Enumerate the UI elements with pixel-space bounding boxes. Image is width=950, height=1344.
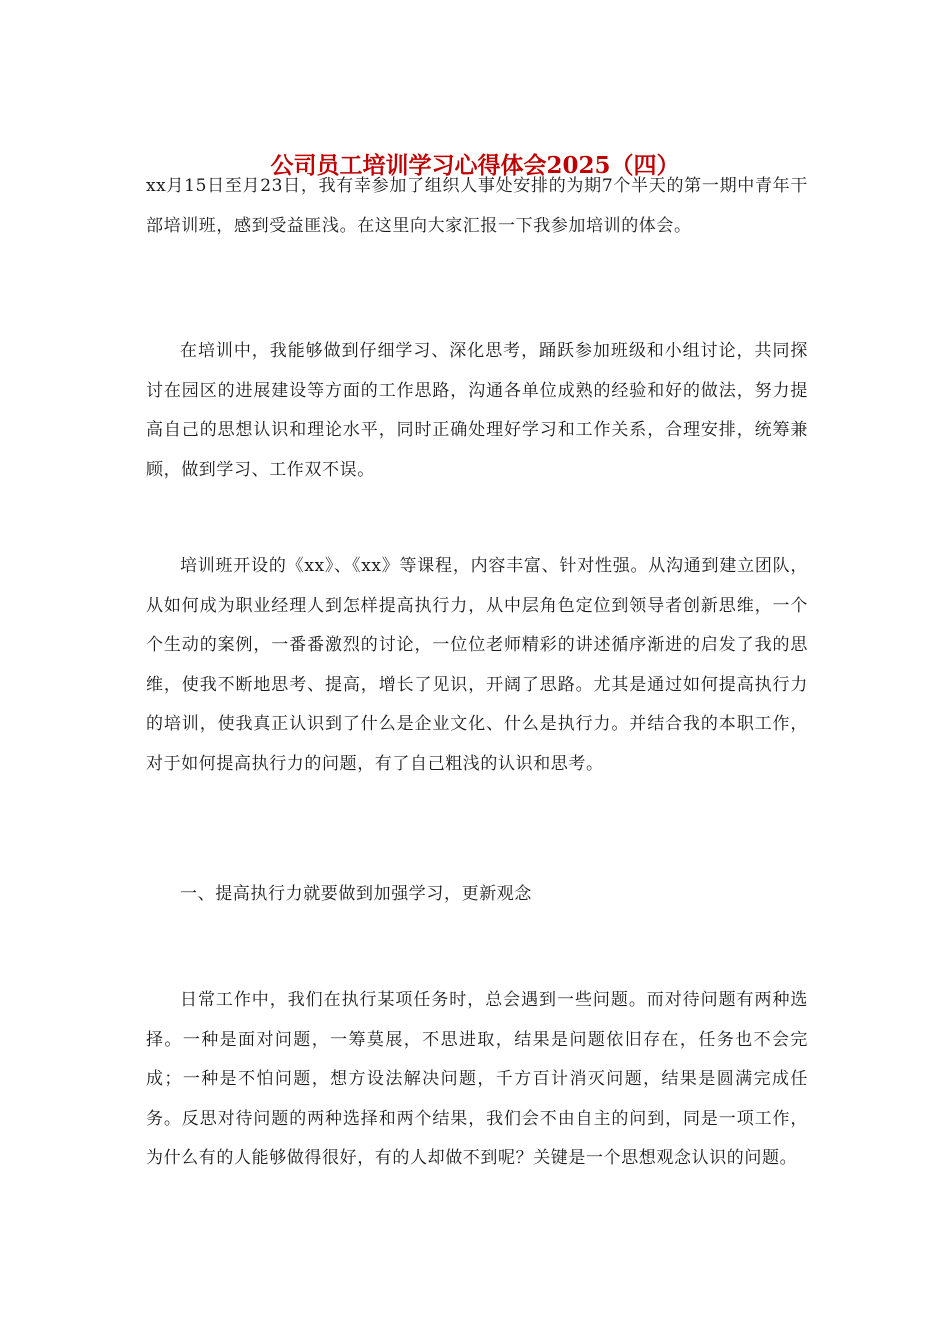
- paragraph-daily-work: 日常工作中，我们在执行某项任务时，总会遇到一些问题。而对待问题有两种选择。一种是面对问题，一筹莫展，不思进取，结果是问题依旧存在，任务也不会完成；一种是不怕问题，想方设法解决问题，千方百计消灭问题，结果是圆满完成任务。反思对待问题的两种选择和两个结果，我们会不由自主的问到，同是一项工作，为什么有的人能够做得很好，有的人却做不到呢？关键是一个思想观念认识的问题。: [146, 990, 808, 1168]
- document-title: 公司员工培训学习心得体会2025（四）: [270, 152, 680, 179]
- paragraph-training-study: 在培训中，我能够做到仔细学习、深化思考，踊跃参加班级和小组讨论，共同探讨在园区的进展建设等方面的工作思路，沟通各单位成熟的经验和好的做法，努力提高自己的思想认识和理论水平，同时正确处理好学习和工作关系，合理安排，统筹兼顾，做到学习、工作双不误。: [146, 341, 808, 480]
- paragraph-courses: 培训班开设的《xx》、《xx》等课程，内容丰富、针对性强。从沟通到建立团队，从如何成为职业经理人到怎样提高执行力，从中层角色定位到领导者创新思维，一个个生动的案例，一番番激烈的讨论，一位位老师精彩的讲述循序渐进的启发了我的思维，使我不断地思考、提高，增长了见识，开阔了思路。尤其是通过如何提高执行力的培训，使我真正认识到了什么是企业文化、什么是执行力。并结合我的本职工作，对于如何提高执行力的问题，有了自己粗浅的认识和思考。: [146, 556, 808, 774]
- section-heading-1: 一、提高执行力就要做到加强学习，更新观念: [180, 884, 532, 904]
- paragraph-intro: xx月15日至月23日，我有幸参加了组织人事处安排的为期7个半天的第一期中青年干部培训班，感到受益匪浅。在这里向大家汇报一下我参加培训的体会。: [146, 176, 808, 236]
